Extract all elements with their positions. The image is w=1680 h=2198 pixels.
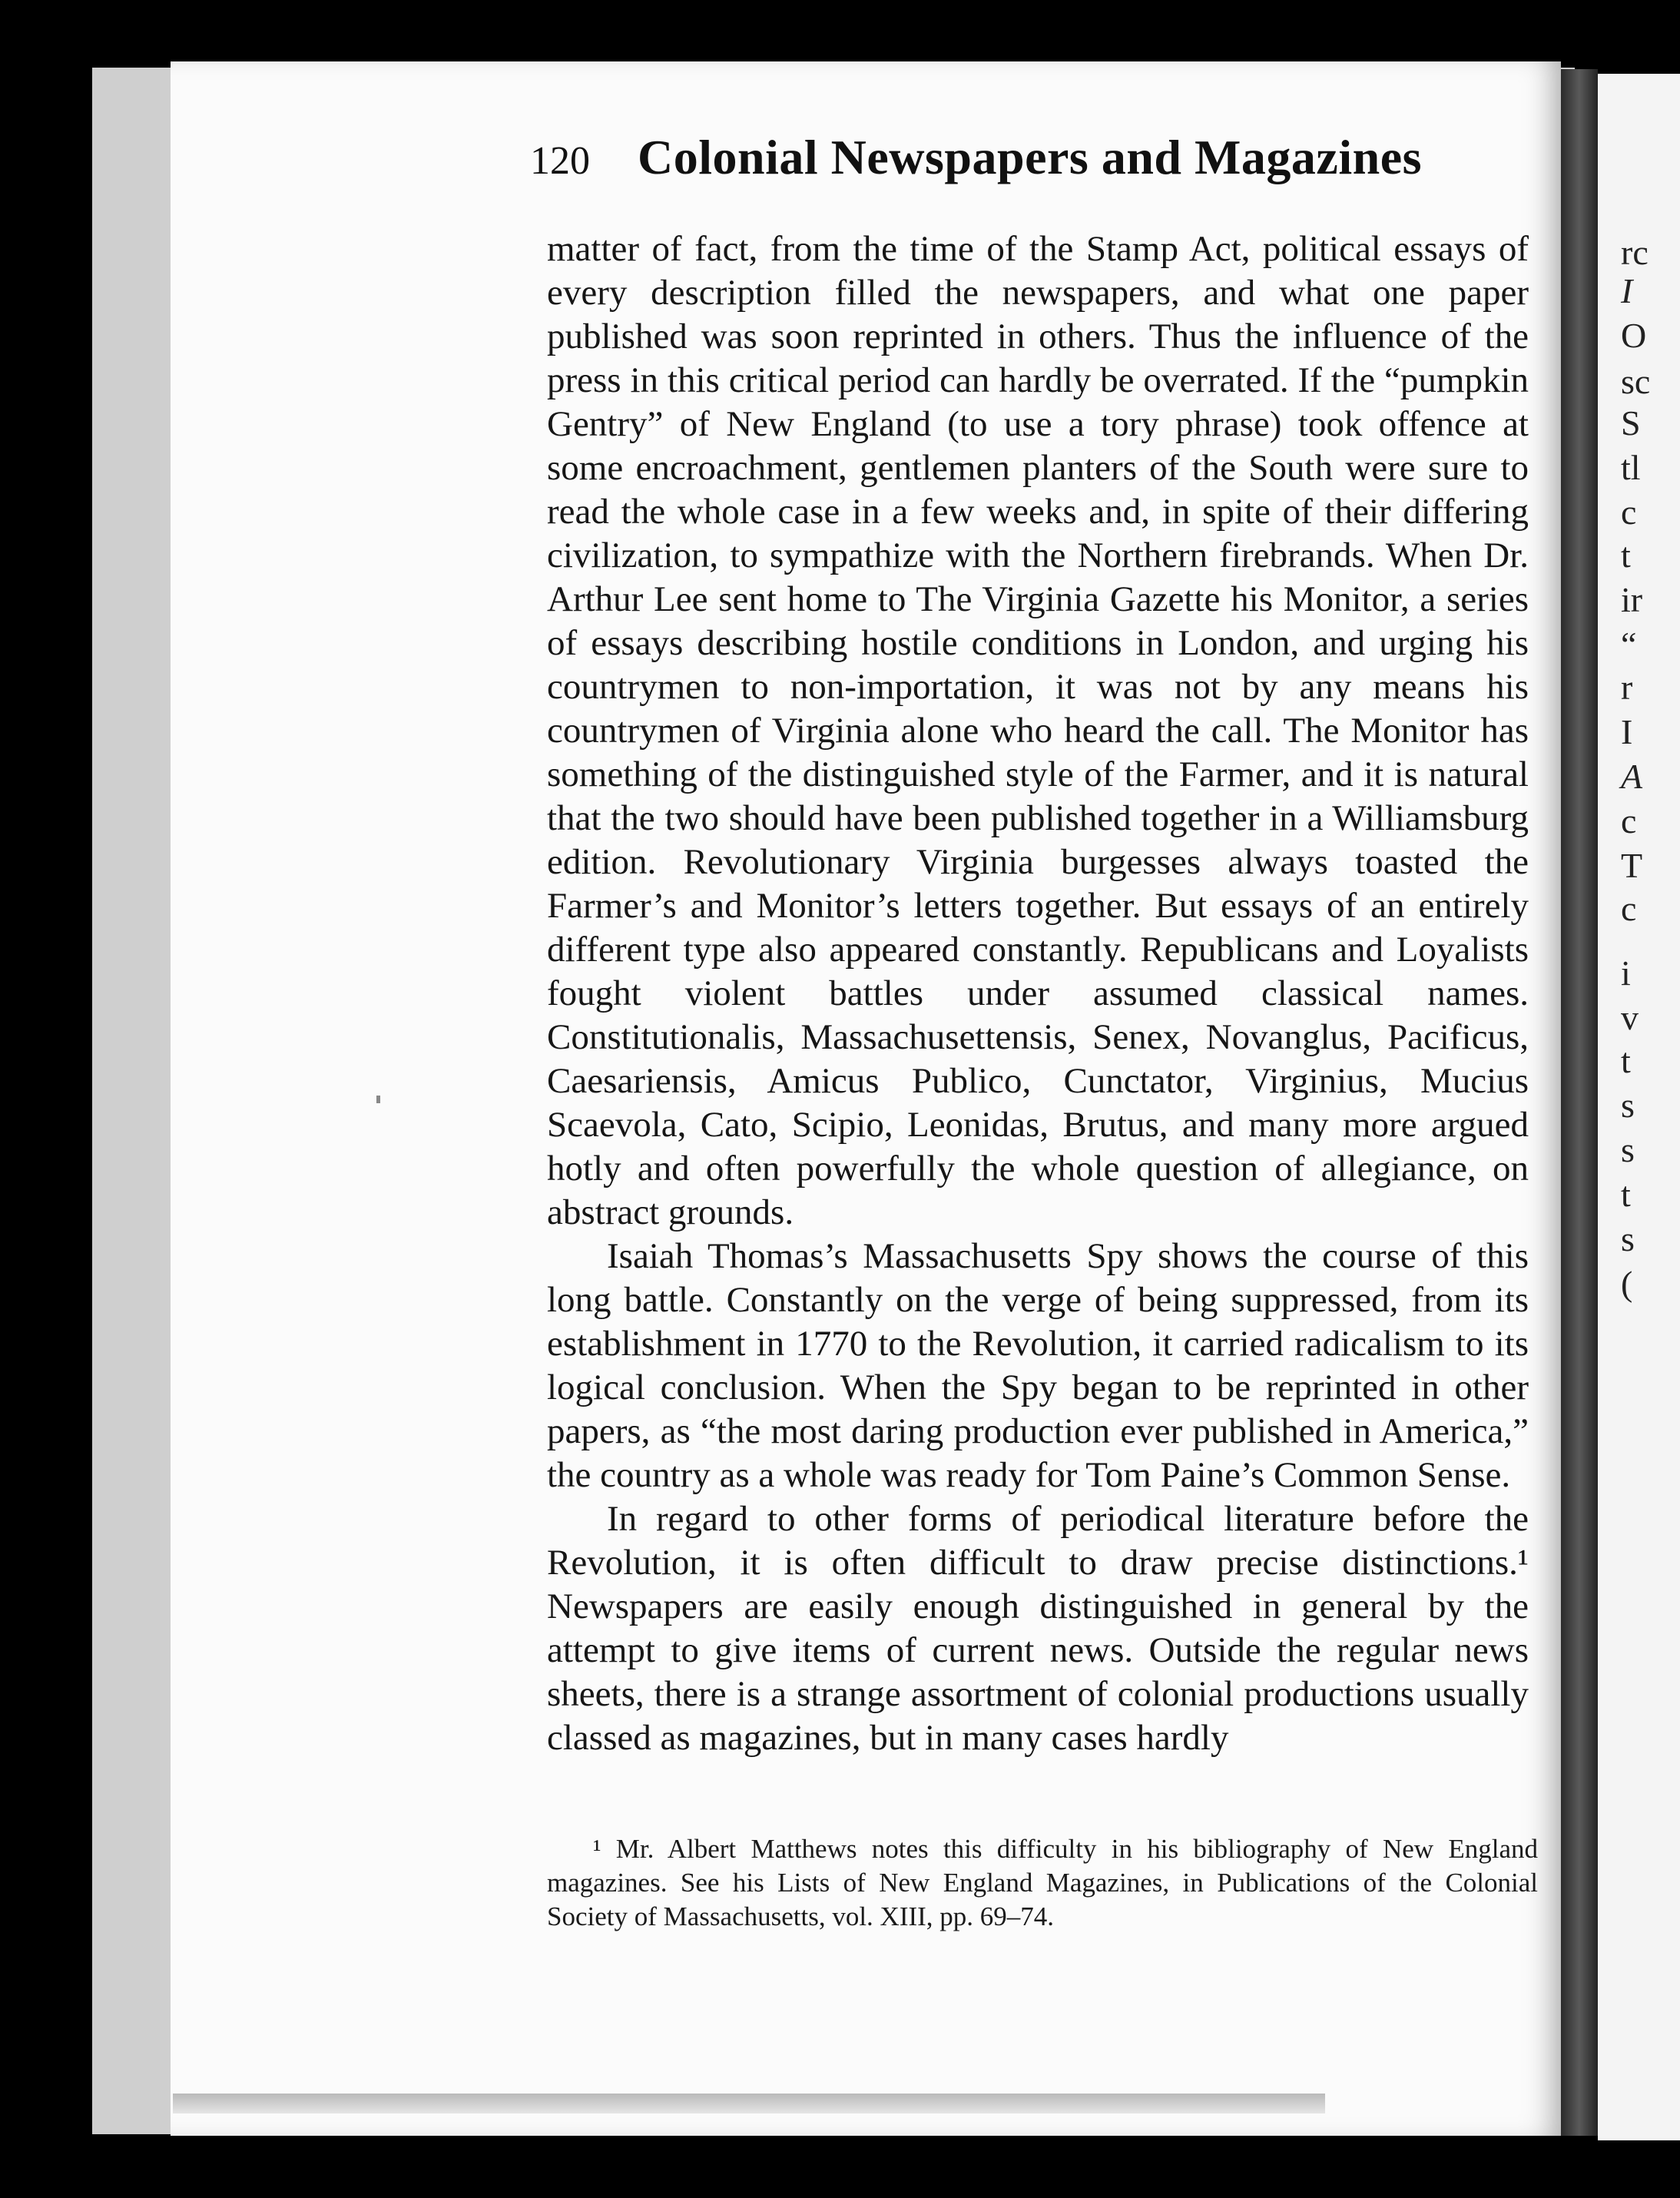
- facing-page-fragment: ir: [1621, 580, 1643, 619]
- facing-page-fragment: A: [1621, 757, 1643, 796]
- facing-page-fragment: i: [1621, 953, 1631, 993]
- body-text: [547, 227, 1529, 1760]
- facing-page-edge: [1598, 74, 1680, 2140]
- facing-page-fragment: I: [1621, 271, 1633, 310]
- paragraph: In regard to other forms of periodical literature before the Revolution, it is often difficult to draw precise distinctions.¹ Newspapers are easily enough distinguished in general by the attempt to give items of current news. Outside the regular news sheets, there is a strange assortment of colonial productions usually classed as magazines, but in many cases hardly: [547, 1499, 1529, 1758]
- facing-page-fragment: T: [1621, 846, 1643, 885]
- facing-page-fragment: c: [1621, 889, 1637, 928]
- page-header: [530, 129, 1422, 186]
- facing-page-fragment: “: [1621, 625, 1637, 664]
- facing-page-fragment: (: [1621, 1264, 1633, 1303]
- running-title: Colonial Newspapers and Magazines: [638, 130, 1422, 184]
- facing-page-fragment: r: [1621, 668, 1633, 707]
- page-bottom-shadow: [173, 2094, 1325, 2113]
- paragraph: Isaiah Thomas’s Massachusetts Spy shows the course of this long battle. Constantly on the verge of being suppressed, from its establishment in 1770 to the Revolution, it carried radicalism to its logical conclusion. When the Spy began to be reprinted in other papers, as “the most daring production ever published in America,” the country as a whole was ready for Tom Paine’s Common Sense.: [547, 1236, 1529, 1495]
- facing-page-fragment: s: [1621, 1219, 1635, 1258]
- facing-page-fragment: t: [1621, 535, 1631, 575]
- facing-page-fragment: sc: [1621, 362, 1651, 401]
- page-speck: [376, 1096, 380, 1103]
- facing-page-fragment: s: [1621, 1130, 1635, 1169]
- facing-page-fragment: t: [1621, 1041, 1631, 1080]
- facing-page-fragment: I: [1621, 712, 1633, 751]
- paragraph: matter of fact, from the time of the Stamp Act, political essays of every description filled the newspapers, and what one paper published was soon reprinted in others. Thus the influence of the press in this critical period can hardly be overrated. If the “pumpkin Gentry” of New England (to use a tory phrase) took offence at some encroachment, gentlemen planters of the South were sure to read the whole case in a few weeks and, in spite of their differing civilization, to sympathize with the Northern firebrands. When Dr. Arthur Lee sent home to The Virginia Gazette his Monitor, a series of essays describing hostile conditions in London, and urging his countrymen to non-importation, it was not by any means his countrymen of Virginia alone who heard the call. The Monitor has something of the distinguished style of the Farmer, and it is natural that the two should have been published together in a Williamsburg edition. Revolutionary Virginia burgesses always toasted the Farmer’s and Monitor’s letters together. But essays of an entirely different type also appeared constantly. Republicans and Loyalists fought violent battles under assumed classical names. Constitutionalis, Massachusettensis, Senex, Novanglus, Pacificus, Caesariensis, Amicus Publico, Cunctator, Virginius, Mucius Scaevola, Cato, Scipio, Leonidas, Brutus, and many more argued hotly and often powerfully the whole question of allegiance, on abstract grounds.: [547, 229, 1529, 1232]
- facing-page-fragment: t: [1621, 1175, 1631, 1214]
- facing-page-fragment: S: [1621, 403, 1641, 443]
- facing-page-fragment: c: [1621, 492, 1637, 532]
- page-number: 120: [530, 139, 590, 183]
- book-gutter: [1561, 69, 1598, 2136]
- facing-page-fragment: O: [1621, 316, 1647, 355]
- facing-page-fragment: c: [1621, 801, 1637, 840]
- facing-page-fragment: v: [1621, 998, 1639, 1037]
- facing-page-fragment: s: [1621, 1086, 1635, 1125]
- facing-page-fragment: rc: [1621, 233, 1649, 272]
- footnotes: [547, 1832, 1538, 1934]
- footnote: ¹ Mr. Albert Matthews notes this difficulty in his bibliography of New England magazines. See his Lists of New England Magazines, in Publications of the Colonial Society of Massachusetts, vol. XIII, pp. 69–74.: [547, 1834, 1538, 1931]
- facing-page-fragment: tl: [1621, 448, 1641, 487]
